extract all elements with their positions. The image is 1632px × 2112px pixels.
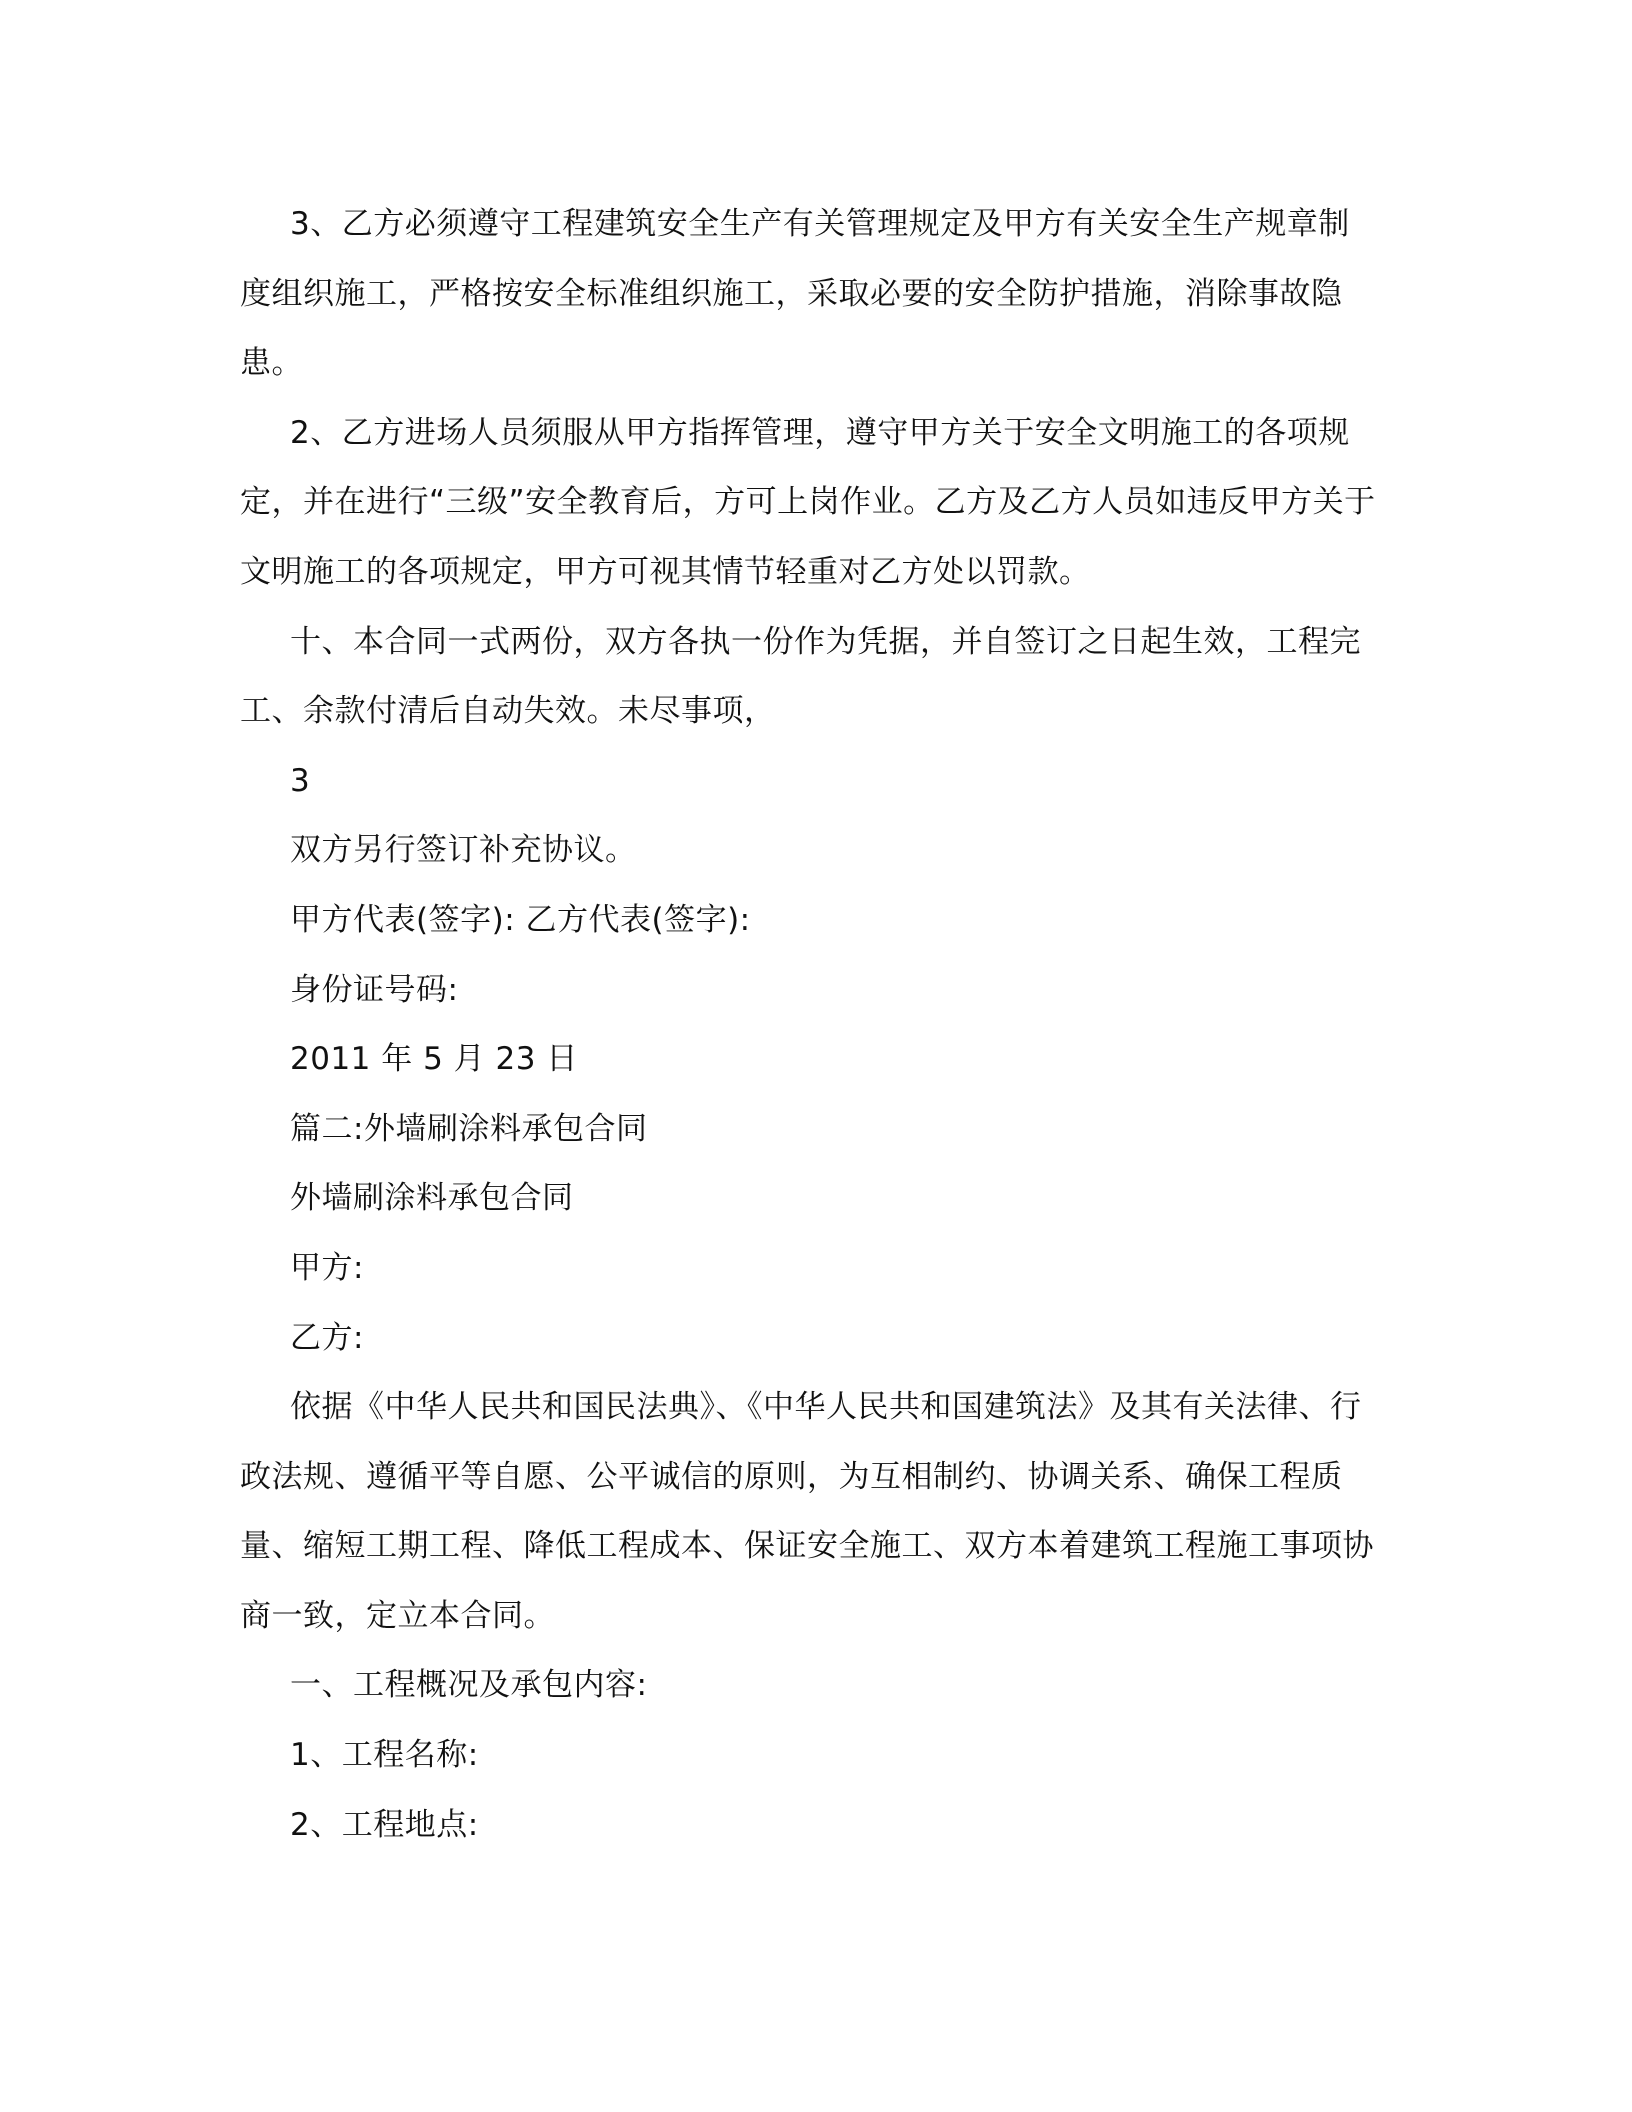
signature-line: 甲方代表(签字): 乙方代表(签字): xyxy=(290,901,751,938)
clause-heading-overview: 一、工程概况及承包内容: xyxy=(290,1667,648,1704)
paragraph-legal-basis: 依据《中华人民共和国民法典》、《中华人民共和国建筑法》及其有关法律、行政法规、遵循平等自愿、公平诚信的原则，为互相制约、协调关系、确保工程质量、缩短工期工程、降低工程成本、保证安全施工、双方本着建筑工程施工事项协商一致，定立本合同。 xyxy=(240,1389,1374,1634)
document-body xyxy=(240,190,1380,1860)
section-heading: 篇二:外墙刷涂料承包合同 xyxy=(290,1110,648,1147)
party-b-line: 乙方: xyxy=(290,1319,364,1356)
paragraph-supplement: 双方另行签订补充协议。 xyxy=(290,832,637,869)
date-line: 2011 年 5 月 23 日 xyxy=(290,1041,578,1078)
paragraph-personnel-rules: 2、乙方进场人员须服从甲方指挥管理，遵守甲方关于安全文明施工的各项规定，并在进行“三级”安全教育后，方可上岗作业。乙方及乙方人员如违反甲方关于文明施工的各项规定，甲方可视其情节轻重对乙方处以罚款。 xyxy=(240,414,1376,590)
paragraph-safety-rules: 3、乙方必须遵守工程建筑安全生产有关管理规定及甲方有关安全生产规章制度组织施工，严格按安全标准组织施工，采取必要的安全防护措施，消除事故隐患。 xyxy=(240,206,1350,382)
paragraph-contract-copies: 十、本合同一式两份，双方各执一份作为凭据，并自签订之日起生效，工程完工、余款付清后自动失效。未尽事项， xyxy=(240,623,1361,730)
contract-title: 外墙刷涂料承包合同 xyxy=(290,1180,574,1217)
project-location-line: 2、工程地点: xyxy=(290,1806,479,1843)
project-name-line: 1、工程名称: xyxy=(290,1737,479,1774)
id-number-line: 身份证号码: xyxy=(290,971,459,1008)
page-number: 3 xyxy=(290,762,311,799)
party-a-line: 甲方: xyxy=(290,1249,364,1286)
